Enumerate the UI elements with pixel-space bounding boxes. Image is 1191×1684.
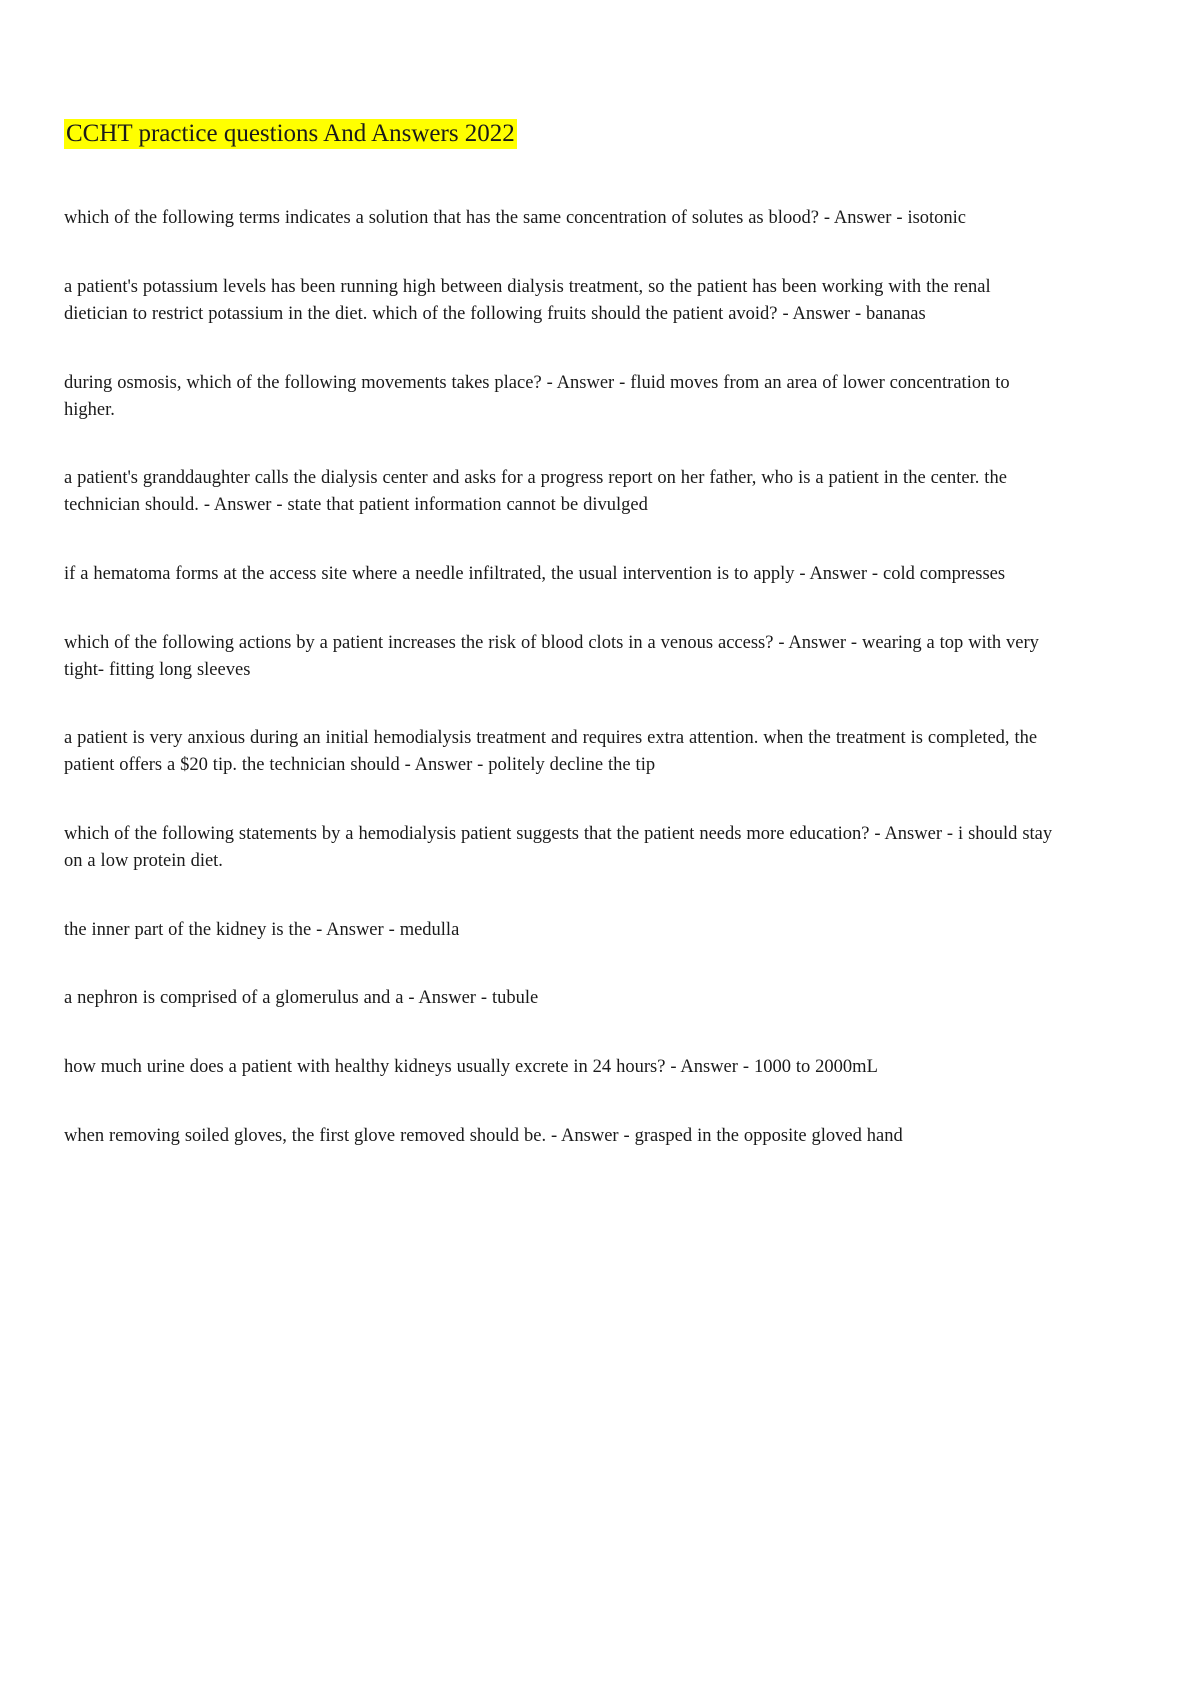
qa-item: how much urine does a patient with healthy kidneys usually excrete in 24 hours? - Answer - 1000 to 2000mL xyxy=(64,1057,878,1078)
title-spacer xyxy=(64,149,1054,205)
qa-item: which of the following actions by a patient increases the risk of blood clots in a venous access? - Answer - wearing a top with very tight- fitting long sleeves xyxy=(64,632,1039,680)
document-body xyxy=(64,118,1054,1192)
qa-list xyxy=(64,205,1054,1150)
page-title-highlight: CCHT practice questions And Answers 2022 xyxy=(66,120,515,147)
page-title xyxy=(64,118,517,149)
qa-item: when removing soiled gloves, the first glove removed should be. - Answer - grasped in the opposite gloved hand xyxy=(64,1126,903,1147)
qa-item: which of the following statements by a hemodialysis patient suggests that the patient needs more education? - Answer - i should stay on a low protein diet. xyxy=(64,824,1053,871)
qa-item: the inner part of the kidney is the - Answer - medulla xyxy=(64,919,460,940)
qa-item: if a hematoma forms at the access site where a needle infiltrated, the usual intervention is to apply - Answer - cold compresses xyxy=(64,563,1006,584)
qa-item: a patient's potassium levels has been running high between dialysis treatment, so the patient has been working with the renal dietician to restrict potassium in the diet. which of the following fruits should the patient avoid? - Answer - bananas xyxy=(64,277,991,324)
qa-item: a nephron is comprised of a glomerulus and a - Answer - tubule xyxy=(64,988,539,1009)
qa-item: during osmosis, which of the following movements takes place? - Answer - fluid moves from an area of lower concentration to higher. xyxy=(64,372,1010,420)
qa-item: a patient is very anxious during an initial hemodialysis treatment and requires extra attention. when the treatment is completed, the patient offers a $20 tip. the technician should - Answer - politely decline the tip xyxy=(64,728,1038,776)
qa-item: which of the following terms indicates a solution that has the same concentration of solutes as blood? - Answer - isotonic xyxy=(64,208,967,229)
qa-item: a patient's granddaughter calls the dialysis center and asks for a progress report on her father, who is a patient in the center. the technician should. - Answer - state that patient information cannot be divulged xyxy=(64,468,1007,516)
